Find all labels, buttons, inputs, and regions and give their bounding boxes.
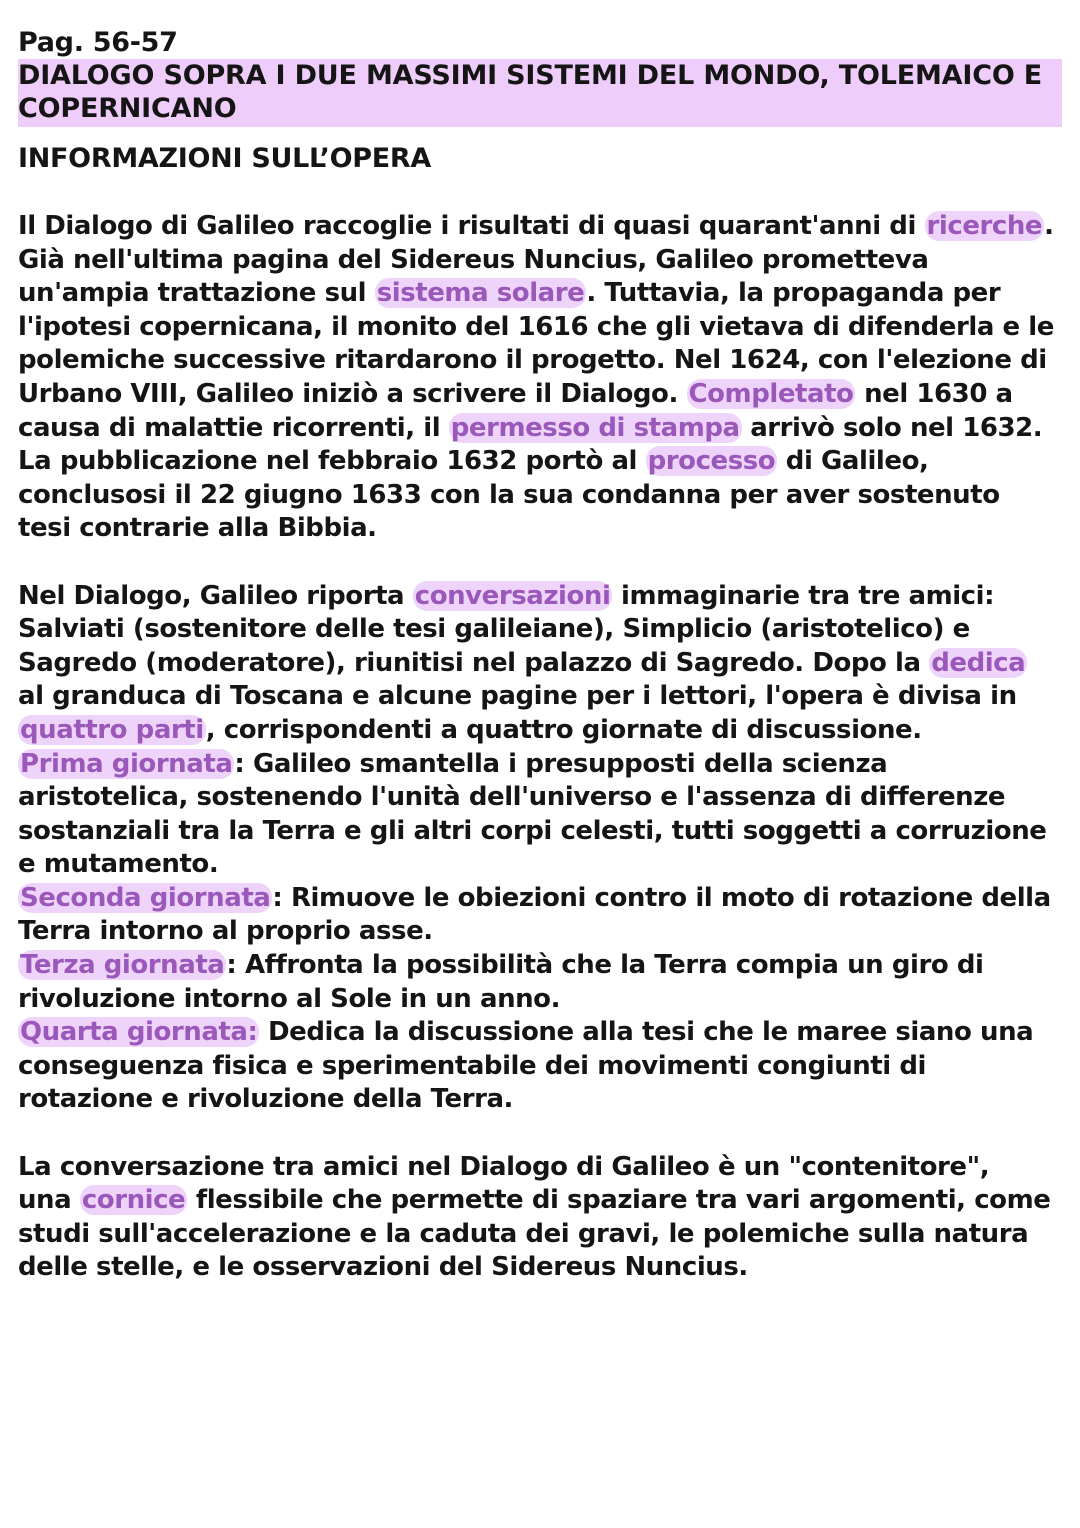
highlight-sistema-solare: sistema solare — [376, 278, 585, 309]
text-line: rivoluzione intorno al Sole in un anno. — [18, 983, 561, 1014]
text-line: Salviati (sostenitore delle tesi galileiane), Simplicio (aristotelico) e — [18, 614, 970, 645]
highlight-processo: processo — [647, 446, 776, 477]
text-span: immaginarie tra tre amici: — [612, 580, 995, 611]
text-span: : Affronta la possibilità che la Terra compia un giro di — [226, 950, 984, 981]
text-span: un'ampia trattazione sul — [18, 278, 375, 309]
text-line: l'ipotesi copernicana, il monito del 1616 che gli vietava di difenderla e le — [18, 311, 1054, 342]
text-line — [18, 580, 1068, 614]
text-line — [18, 1016, 1068, 1050]
text-span: : Rimuove le obiezioni contro il moto di rotazione della — [272, 882, 1051, 913]
highlight-dedica: dedica — [931, 647, 1026, 678]
text-line — [18, 949, 1068, 983]
text-line: Terra intorno al proprio asse. — [18, 916, 433, 947]
text-line — [18, 412, 1068, 446]
highlight-quarta-giornata: Quarta giornata: — [20, 1017, 258, 1048]
text-line: delle stelle, e le osservazioni del Sidereus Nuncius. — [18, 1252, 748, 1283]
highlight-permesso-stampa: permesso di stampa — [450, 412, 740, 443]
paragraph-work-info — [18, 210, 1068, 546]
highlight-seconda-giornata: Seconda giornata — [20, 882, 271, 913]
text-line — [18, 277, 1068, 311]
title-line: DIALOGO SOPRA I DUE MASSIMI SISTEMI DEL MONDO, TOLEMAICO E — [18, 60, 1043, 91]
highlight-quattro-parti: quattro parti — [20, 714, 204, 745]
text-span: Nel Dialogo, Galileo riporta — [18, 580, 413, 611]
highlight-terza-giornata: Terza giornata — [20, 950, 225, 981]
text-span: flessibile che permette di spaziare tra vari argomenti, come — [187, 1185, 1051, 1216]
text-span: una — [18, 1185, 80, 1216]
text-span: , corrispondenti a quattro giornate di discussione. — [205, 714, 922, 745]
text-line: rotazione e rivoluzione della Terra. — [18, 1084, 513, 1115]
text-line: Già nell'ultima pagina del Sidereus Nuncius, Galileo prometteva — [18, 244, 929, 275]
text-line — [18, 378, 1068, 412]
text-line — [18, 748, 1068, 782]
text-span: causa di malattie ricorrenti, il — [18, 412, 449, 443]
text-line — [18, 445, 1068, 479]
text-span: nel 1630 a — [855, 378, 1013, 409]
text-span: Dedica la discussione alla tesi che le maree siano una — [259, 1017, 1034, 1048]
text-line — [18, 882, 1068, 916]
text-line: aristotelica, sostenendo l'unità dell'universo e l'assenza di differenze — [18, 782, 1006, 813]
highlight-ricerche: ricerche — [926, 211, 1043, 241]
text-span: . Tuttavia, la propaganda per — [586, 278, 1001, 309]
text-line: e mutamento. — [18, 849, 219, 880]
section-heading: INFORMAZIONI SULL’OPERA — [18, 143, 432, 174]
text-span: di Galileo, — [777, 446, 929, 477]
text-span: Il Dialogo di Galileo raccoglie i risultati di quasi quarant'anni di — [18, 211, 925, 241]
paragraph-structure — [18, 580, 1068, 1118]
text-span: . — [1044, 211, 1054, 241]
text-line: studi sull'accelerazione e la caduta dei gravi, le polemiche sulla natura — [18, 1218, 1029, 1249]
text-span: arrivò solo nel 1632. — [741, 412, 1043, 443]
text-line: La conversazione tra amici nel Dialogo di Galileo è un "contenitore", — [18, 1151, 990, 1182]
highlight-cornice: cornice — [81, 1185, 186, 1216]
document-title — [18, 59, 1062, 127]
page-reference: Pag. 56-57 — [18, 27, 178, 58]
text-line — [18, 210, 1068, 244]
paragraph-frame — [18, 1151, 1068, 1285]
text-line — [18, 714, 1068, 748]
text-line: sostanziali tra la Terra e gli altri corpi celesti, tutti soggetti a corruzione — [18, 815, 1047, 846]
highlight-conversazioni: conversazioni — [414, 580, 611, 611]
text-line: polemiche successive ritardarono il progetto. Nel 1624, con l'elezione di — [18, 345, 1047, 376]
text-line: conseguenza fisica e sperimentabile dei movimenti congiunti di — [18, 1050, 926, 1081]
text-line — [18, 1184, 1068, 1218]
text-span: Urbano VIII, Galileo iniziò a scrivere il Dialogo. — [18, 378, 687, 409]
text-line: tesi contrarie alla Bibbia. — [18, 513, 377, 544]
text-line: al granduca di Toscana e alcune pagine per i lettori, l'opera è divisa in — [18, 681, 1017, 712]
text-line: conclusosi il 22 giugno 1633 con la sua condanna per aver sostenuto — [18, 479, 1000, 510]
title-line: COPERNICANO — [18, 93, 237, 124]
highlight-prima-giornata: Prima giornata — [20, 748, 233, 779]
text-span: La pubblicazione nel febbraio 1632 portò al — [18, 446, 646, 477]
text-line — [18, 647, 1068, 681]
document-page — [18, 26, 1068, 1285]
text-span: Sagredo (moderatore), riunitisi nel palazzo di Sagredo. Dopo la — [18, 647, 930, 678]
highlight-completato: Completato — [688, 378, 854, 409]
text-span: : Galileo smantella i presupposti della scienza — [234, 748, 888, 779]
